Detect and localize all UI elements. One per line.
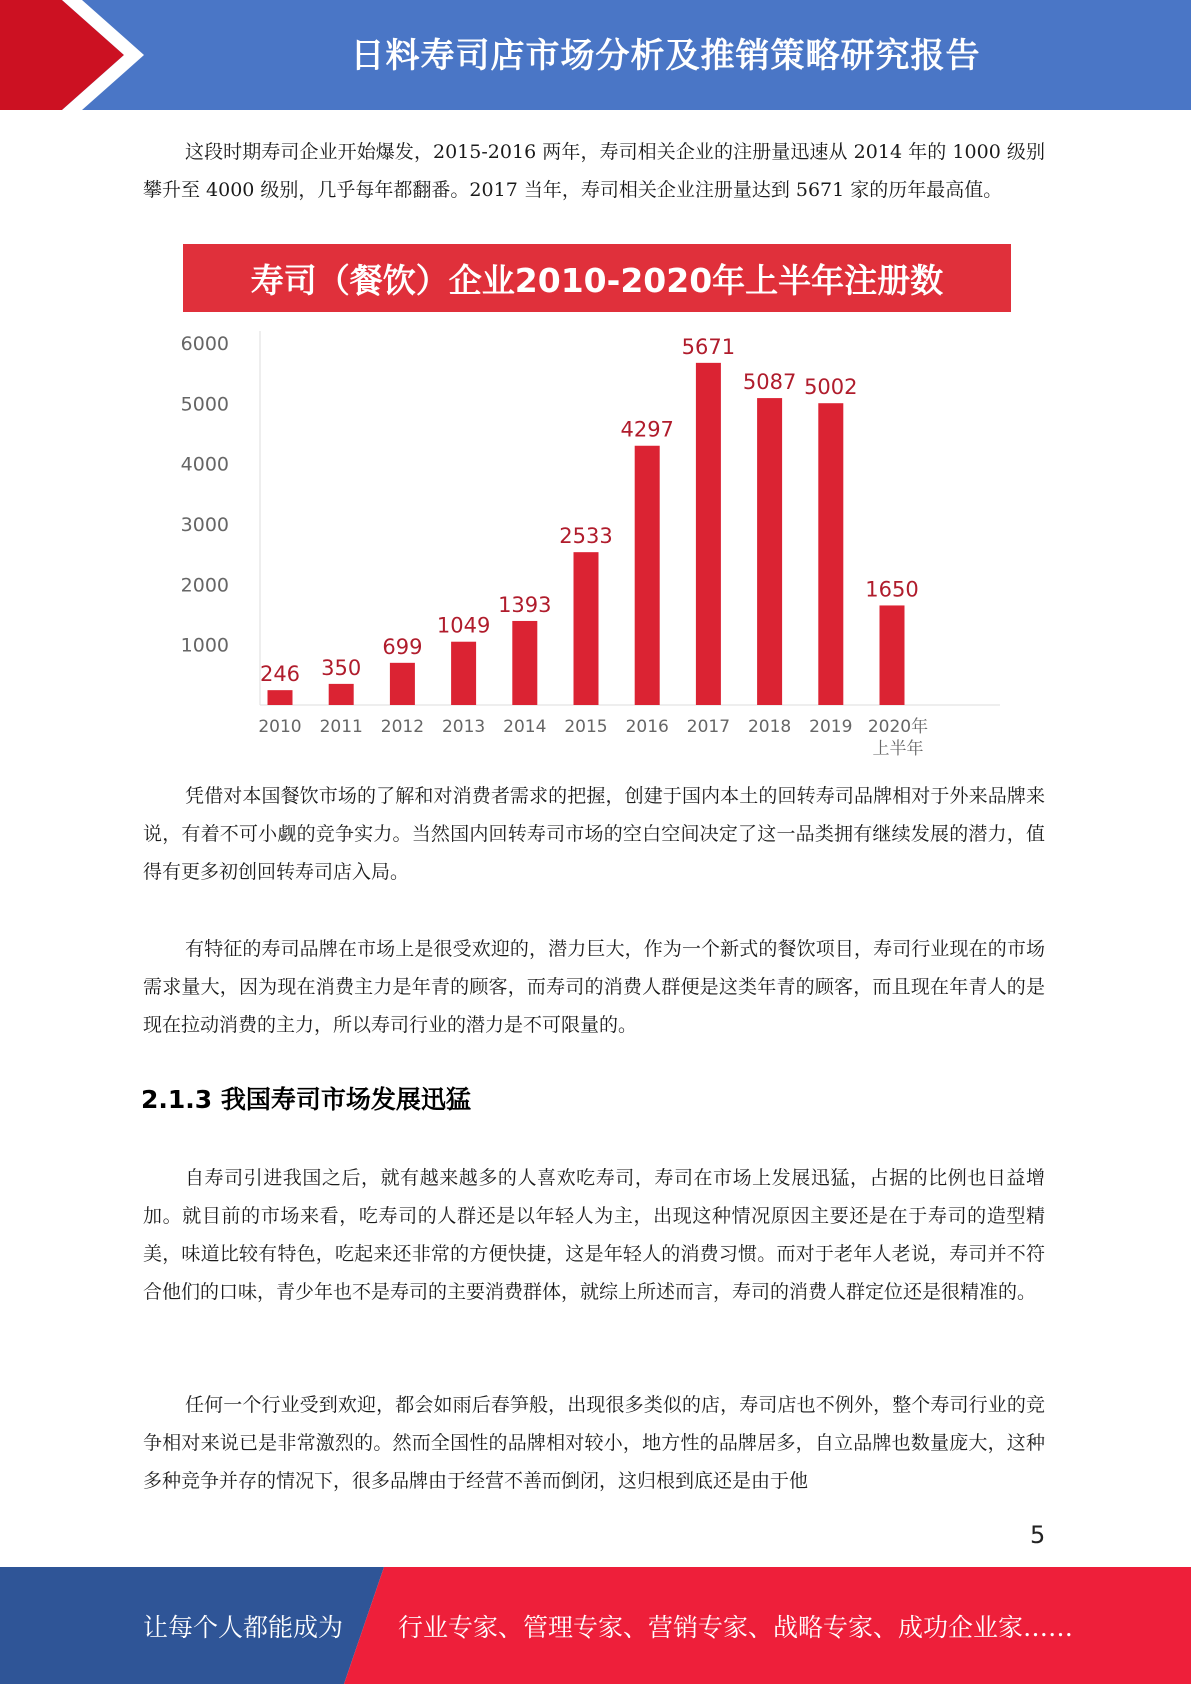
footer-banner xyxy=(0,1567,1191,1684)
y-tick-label: 6000 xyxy=(180,333,229,355)
x-tick-label: 2018 xyxy=(747,717,792,737)
header-arrow-decoration xyxy=(0,0,150,110)
chart-canvas xyxy=(180,243,1010,763)
bar-value-label: 246 xyxy=(259,662,301,687)
bar-value-label: 5002 xyxy=(804,375,858,400)
bar xyxy=(880,605,905,705)
chart-title: 寿司（餐饮）企业2010-2020年上半年注册数 xyxy=(183,244,1011,312)
registration-bar-chart xyxy=(180,243,1010,763)
x-tick-label: 2011 xyxy=(319,717,363,737)
bar-value-label: 5087 xyxy=(742,370,797,395)
bar xyxy=(329,684,354,705)
y-tick-label: 3000 xyxy=(180,514,229,536)
bar-value-label: 699 xyxy=(382,634,423,659)
report-title: 日料寿司店市场分析及推销策略研究报告 xyxy=(350,35,981,76)
x-tick-label: 2010 xyxy=(258,717,302,737)
paragraph-domestic-brands: 凭借对本国餐饮市场的了解和对消费者需求的把握，创建于国内本土的回转寿司品牌相对于外来品牌来说，有着不可小觑的竞争实力。当然国内回转寿司市场的空白空间决定了这一品类拥有继续发展的潜力，值得有更多初创回转寿司店入局。 xyxy=(143,785,1045,883)
bar xyxy=(268,690,293,705)
bar-value-label: 1049 xyxy=(436,613,491,638)
bar xyxy=(390,663,415,705)
footer-slogan: 让每个人都能成为 xyxy=(143,1612,344,1642)
bar-value-label: 1650 xyxy=(865,577,919,602)
bar xyxy=(451,642,476,705)
bar-value-label: 2533 xyxy=(559,524,613,549)
x-tick-label: 2013 xyxy=(441,717,486,737)
y-tick-label: 1000 xyxy=(180,634,229,657)
x-tick-label-continued: 上半年 xyxy=(872,739,924,759)
x-tick-label: 2012 xyxy=(380,717,425,737)
bar xyxy=(818,403,843,705)
x-tick-label: 2019 xyxy=(809,717,853,737)
x-tick-label: 2014 xyxy=(503,717,547,737)
y-tick-label: 4000 xyxy=(180,453,229,476)
paragraph-market-growth: 自寿司引进我国之后，就有越来越多的人喜欢吃寿司，寿司在市场上发展迅猛，占据的比例也日益增加。就目前的市场来看，吃寿司的人群还是以年轻人为主，出现这种情况原因主要还是在于寿司的造型精美，味道比较有特色，吃起来还非常的方便快捷，这是年轻人的消费习惯。而对于老年人老说，寿司并不符合他们的口味，青少年也不是寿司的主要消费群体，就综上所述而言，寿司的消费人群定位还是很精准的。 xyxy=(143,1167,1045,1303)
x-tick-label: 2016 xyxy=(625,717,669,737)
bar-value-label: 1393 xyxy=(498,592,552,617)
x-tick-label: 2020年 xyxy=(867,717,929,737)
paragraph-intro: 这段时期寿司企业开始爆发，2015-2016 两年，寿司相关企业的注册量迅速从 2014 年的 1000 级别攀升至 4000 级别，几乎每年都翻番。2017 当年，寿司相关企业注册量达到 5671 家的历年最高值。 xyxy=(143,141,1045,201)
bar-value-label: 350 xyxy=(321,655,362,680)
bar-value-label: 4297 xyxy=(620,417,674,442)
bar-value-label: 5671 xyxy=(681,334,736,359)
bar xyxy=(512,621,537,705)
header-banner xyxy=(0,0,1191,110)
paragraph-market-potential: 有特征的寿司品牌在市场上是很受欢迎的，潜力巨大，作为一个新式的餐饮项目，寿司行业现在的市场需求量大，因为现在消费主力是年青的顾客，而寿司的消费人群便是这类年青的顾客，而且现在年青人的是现在拉动消费的主力，所以寿司行业的潜力是不可限量的。 xyxy=(143,938,1045,1036)
paragraph-competition: 任何一个行业受到欢迎，都会如雨后春笋般，出现很多类似的店，寿司店也不例外，整个寿司行业的竞争相对来说已是非常激烈的。然而全国性的品牌相对较小，地方性的品牌居多，自立品牌也数量庞大，这种多种竞争并存的情况下，很多品牌由于经营不善而倒闭，这归根到底还是由于他 xyxy=(143,1394,1045,1492)
y-tick-label: 5000 xyxy=(180,393,229,416)
x-tick-label: 2015 xyxy=(564,717,608,737)
bar xyxy=(574,552,599,705)
footer-roles: 行业专家、管理专家、营销专家、战略专家、成功企业家…… xyxy=(398,1612,1074,1642)
bar xyxy=(635,446,660,705)
bar xyxy=(696,363,721,705)
section-heading: 2.1.3 我国寿司市场发展迅猛 xyxy=(141,1085,471,1114)
page-number: 5 xyxy=(1030,1521,1046,1549)
x-tick-label: 2017 xyxy=(686,717,731,737)
bar xyxy=(757,398,782,705)
y-tick-label: 2000 xyxy=(180,574,229,597)
